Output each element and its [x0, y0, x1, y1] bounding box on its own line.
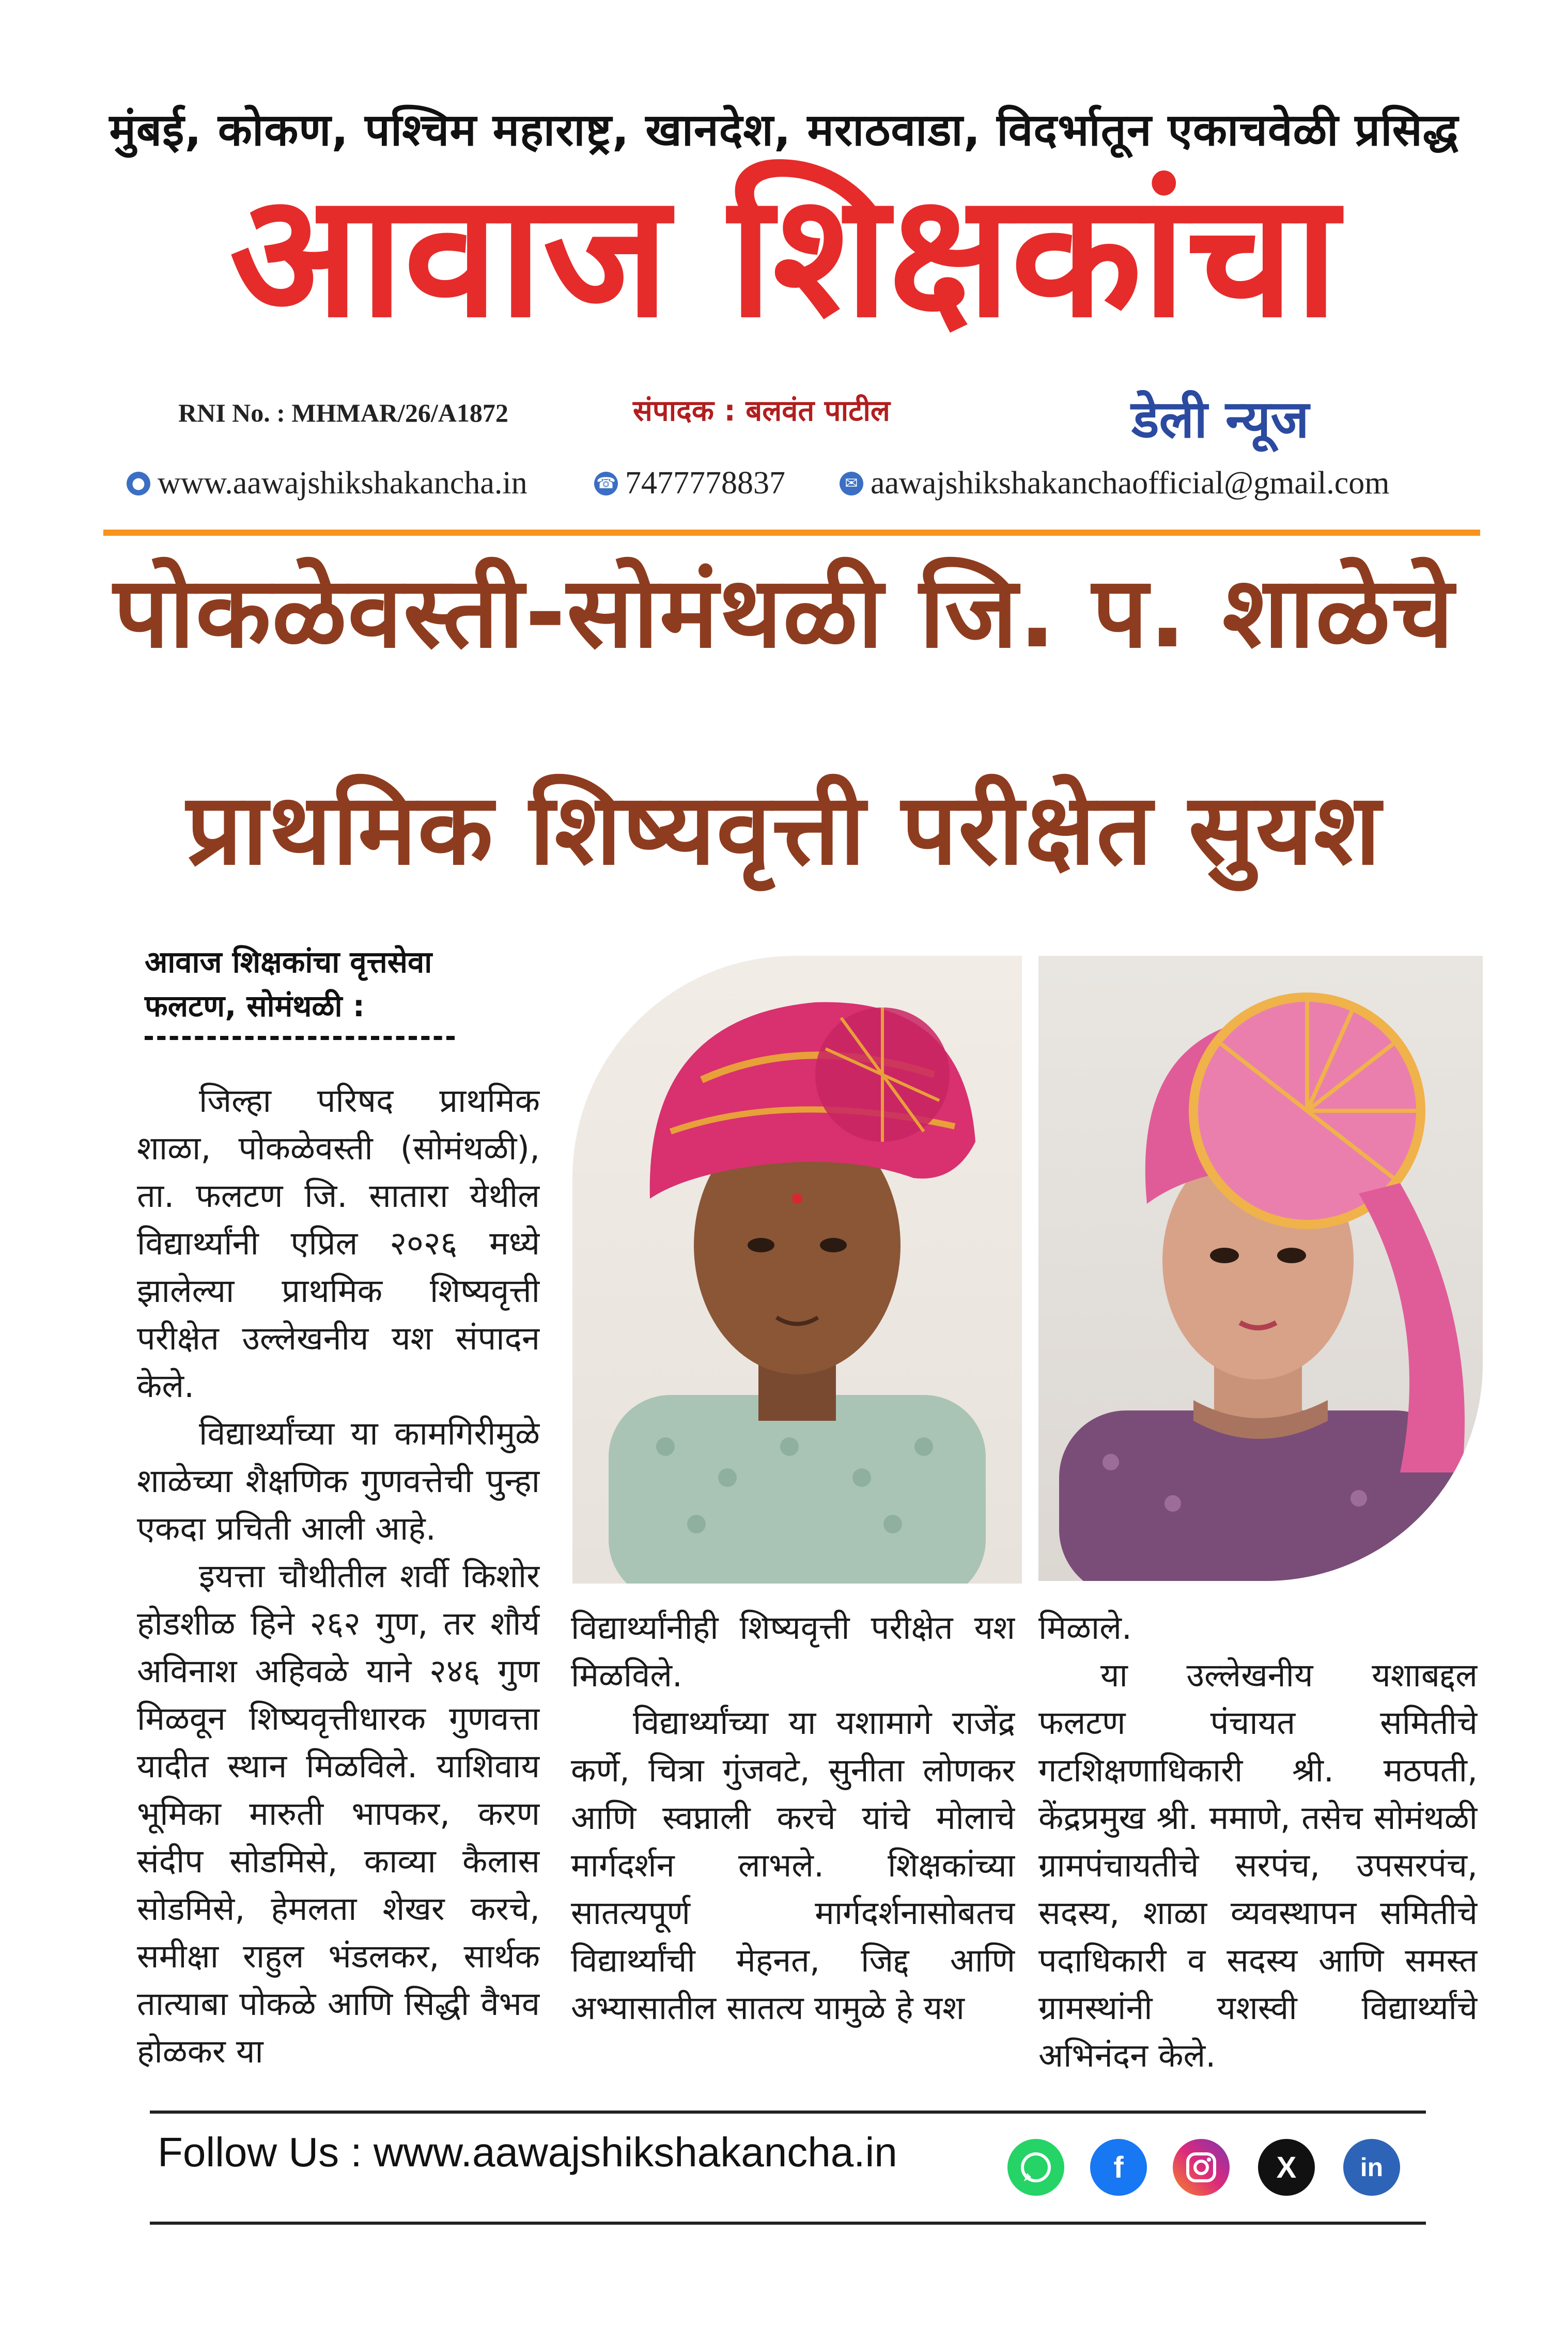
paragraph: जिल्हा परिषद प्राथमिक शाळा, पोकळेवस्ती (सोमंथळी), ता. फलटण जि. सातारा येथील विद्यार्थ्यांनी एप्रिल २०२६ मध्ये झालेल्या प्राथमिक शिष्यवृत्ती परीक्षेत उल्लेखनीय यश संपादन केले.	[137, 1082, 540, 1405]
footer-bottom-rule	[150, 2222, 1426, 2225]
footer-top-rule	[150, 2111, 1426, 2114]
follow-us-text[interactable]: Follow Us : www.aawajshikshakancha.in	[158, 2129, 897, 2175]
whatsapp-icon[interactable]	[1007, 2139, 1064, 2196]
header-divider	[103, 530, 1480, 536]
x-icon[interactable]: X	[1258, 2139, 1315, 2196]
globe-icon: ●	[127, 472, 150, 495]
headline-line-1: पोकळेवस्ती-सोमंथळी जि. प. शाळेचे	[113, 555, 1455, 670]
phone-text: 7477778837	[625, 466, 785, 501]
student-photo-boy	[572, 956, 1022, 1584]
article-column-3	[1038, 1604, 1478, 2080]
contact-website[interactable]	[127, 465, 527, 502]
paragraph: मिळाले.	[1038, 1609, 1132, 1647]
website-text: www.aawajshikshakancha.in	[158, 466, 527, 501]
article-column-2	[571, 1604, 1015, 2080]
paragraph: विद्यार्थ्यांच्या या यशामागे राजेंद्र कर्णे, चित्रा गुंजवटे, सुनीता लोणकर आणि स्वप्नाली करचे यांचे मोलाचे मार्गदर्शन लाभले. शिक्षकांच्या सातत्यपूर्ण मार्गदर्शनासोबतच विद्यार्थ्यांची मेहनत, जिद्द आणि अभ्यासातील सातत्य यामुळे हे यश	[571, 1704, 1015, 2027]
contact-email[interactable]	[840, 465, 1390, 502]
edition-label: डेली न्यूज	[1131, 389, 1309, 449]
paragraph: विद्यार्थ्यांनीही शिष्यवृत्ती परीक्षेत यश मिळविले.	[571, 1609, 1015, 1694]
contact-phone[interactable]	[594, 465, 785, 502]
email-text: aawajshikshakanchaofficial@gmail.com	[871, 466, 1390, 501]
facebook-icon[interactable]: f	[1090, 2139, 1147, 2196]
editor-name: संपादक : बलवंत पाटील	[633, 394, 890, 428]
masthead-title: आवाज शिक्षकांचा	[229, 157, 1339, 355]
student-photo-girl	[1038, 956, 1483, 1581]
byline-divider	[145, 1036, 455, 1040]
byline-place: फलटण, सोमंथळी :	[145, 988, 365, 1023]
paragraph: विद्यार्थ्यांच्या या कामगिरीमुळे शाळेच्या शैक्षणिक गुणवत्तेची पुन्हा एकदा प्रचिती आली आहे.	[137, 1415, 540, 1547]
phone-icon: ☎	[594, 472, 618, 495]
rni-number: RNI No. : MHMAR/26/A1872	[178, 398, 508, 427]
byline-source: आवाज शिक्षकांचा वृत्तसेवा	[145, 944, 432, 980]
mail-icon: ✉	[840, 472, 863, 495]
linkedin-icon[interactable]: in	[1343, 2139, 1400, 2196]
tagline: मुंबई, कोकण, पश्चिम महाराष्ट्र, खानदेश, मराठवाडा, विदर्भातून एकाचवेळी प्रसिद्ध	[109, 104, 1459, 156]
paragraph: या उल्लेखनीय यशाबद्दल फलटण पंचायत समितीचे गटशिक्षणाधिकारी श्री. मठपती, केंद्रप्रमुख श्री. ममाणे, तसेच सोमंथळी ग्रामपंचायतीचे सरपंच, उपसरपंच, सदस्य, शाळा व्यवस्थापन समितीचे पदाधिकारी व सदस्य आणि समस्त ग्रामस्थांनी यशस्वी विद्यार्थ्यांचे अभिनंदन केले.	[1038, 1656, 1478, 2074]
article-column-1	[137, 1077, 540, 2074]
headline-line-2: प्राथमिक शिष्यवृत्ती परीक्षेत सुयश	[186, 772, 1382, 887]
instagram-icon[interactable]	[1173, 2139, 1230, 2196]
paragraph: इयत्ता चौथीतील शर्वी किशोर होडशीळ हिने २६२ गुण, तर शौर्य अविनाश अहिवळे याने २४६ गुण मिळवून शिष्यवृत्तीधारक गुणवत्ता यादीत स्थान मिळविले. याशिवाय भूमिका मारुती भापकर, करण संदीप सोडमिसे, काव्या कैलास सोडमिसे, हेमलता शेखर करचे, समीक्षा राहुल भंडलकर, सार्थक तात्याबा पोकळे आणि सिद्धी वैभव होळकर या	[137, 1557, 540, 2070]
